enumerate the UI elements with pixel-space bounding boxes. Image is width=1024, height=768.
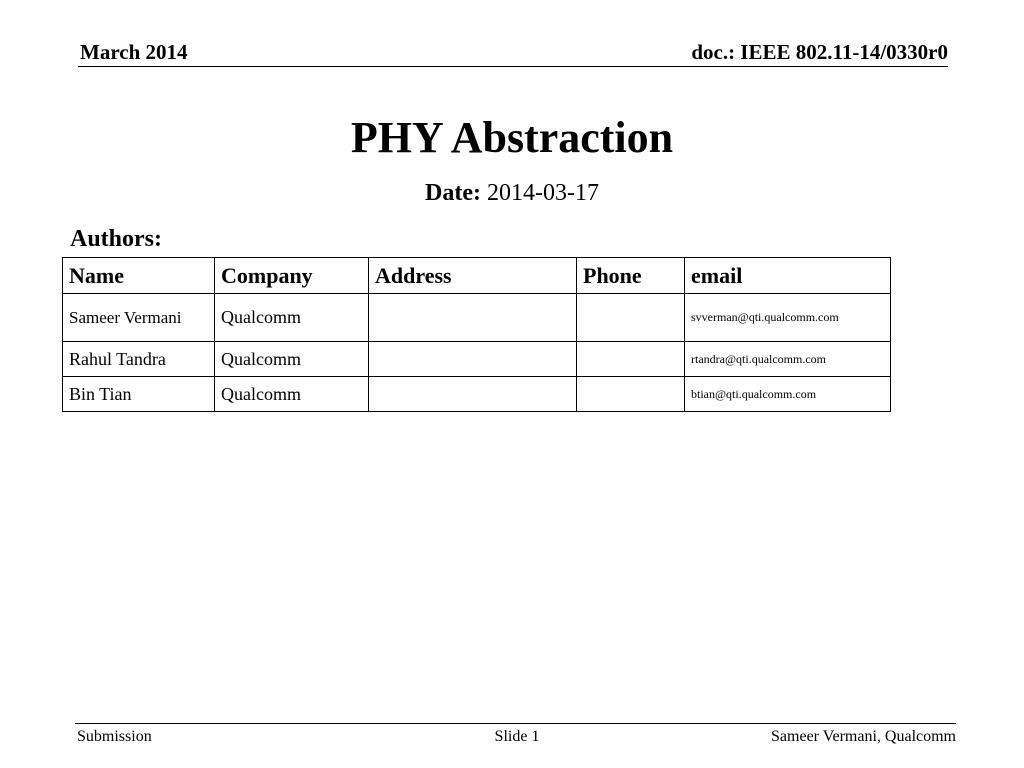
- header-date: March 2014: [80, 40, 188, 64]
- slide-date: [0, 180, 1024, 207]
- author-company: Qualcomm: [215, 377, 369, 412]
- authors-heading: Authors:: [70, 226, 163, 252]
- footer-slide-number: Slide 1: [494, 728, 540, 745]
- column-header-phone: Phone: [577, 258, 685, 294]
- table-header-row: [63, 258, 891, 294]
- footer-submission: Submission: [77, 728, 152, 745]
- author-phone: [577, 342, 685, 377]
- author-company: Qualcomm: [215, 342, 369, 377]
- author-name: Rahul Tandra: [63, 342, 215, 377]
- column-header-name: Name: [63, 258, 215, 294]
- author-name: Bin Tian: [63, 377, 215, 412]
- author-name: Sameer Vermani: [63, 294, 215, 342]
- author-email: rtandra@qti.qualcomm.com: [685, 342, 891, 377]
- author-address: [369, 342, 577, 377]
- column-header-email: email: [685, 258, 891, 294]
- column-header-company: Company: [215, 258, 369, 294]
- table-row: [63, 377, 891, 412]
- table-row: [63, 342, 891, 377]
- author-address: [369, 377, 577, 412]
- header-doc-id: doc.: IEEE 802.11-14/0330r0: [691, 40, 948, 64]
- column-header-address: Address: [369, 258, 577, 294]
- slide-title: PHY Abstraction: [350, 113, 674, 162]
- author-email: svverman@qti.qualcomm.com: [685, 294, 891, 342]
- footer-author: Sameer Vermani, Qualcomm: [771, 728, 956, 745]
- date-value: 2014-03-17: [486, 180, 599, 206]
- footer-divider: [75, 723, 956, 724]
- author-company: Qualcomm: [215, 294, 369, 342]
- table-row: [63, 294, 891, 342]
- date-label: Date:: [425, 180, 481, 206]
- author-address: [369, 294, 577, 342]
- header-divider: [78, 66, 948, 67]
- authors-table: [62, 257, 891, 412]
- author-phone: [577, 294, 685, 342]
- author-email: btian@qti.qualcomm.com: [685, 377, 891, 412]
- author-phone: [577, 377, 685, 412]
